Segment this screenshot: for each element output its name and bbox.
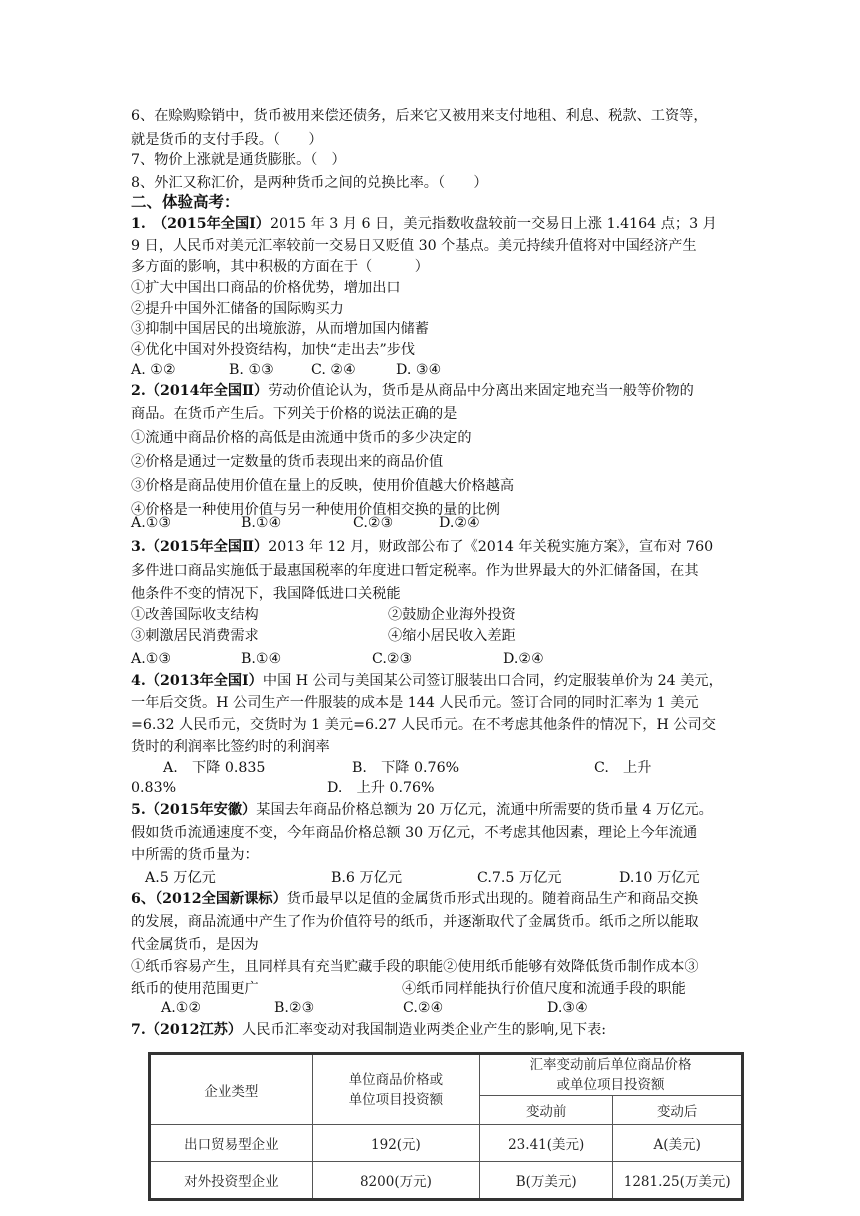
q6-source: 6、（2012全国新课标） — [131, 891, 287, 907]
judgment-6-line1: 6、在赊购赊销中，货币被用来偿还债务，后来它又被用来支付地租、利息、税款、工资等， — [131, 108, 708, 124]
q1-item-1: ①扩大中国出口商品的价格优势，增加出口 — [131, 280, 401, 296]
q5-option-c: C.7.5 万亿元 — [477, 870, 562, 886]
header-unit-price-line2: 单位项目投资额 — [348, 1091, 444, 1108]
header-after: 变动后 — [613, 1096, 743, 1125]
header-enterprise-type: 企业类型 — [150, 1054, 313, 1125]
q1-stem-1: 2015 年 3 月 6 日，美元指数收盘较前一交易日上涨 1.4164 点；3 月 — [269, 216, 717, 232]
row1-price: 192(元) — [312, 1125, 479, 1162]
header-unit-price-line1: 单位商品价格或 — [348, 1071, 444, 1088]
q2-option-b: B.①④ — [241, 515, 282, 531]
q1-option-b: B. ①③ — [229, 362, 274, 378]
header-unit-price — [312, 1054, 479, 1125]
q4-option-c: C. 上升 — [594, 760, 652, 776]
q4-option-a: A. 下降 0.835 — [163, 760, 266, 776]
q2-option-d: D.②④ — [439, 515, 480, 531]
q2-item-1: ①流通中商品价格的高低是由流通中货币的多少决定的 — [131, 430, 472, 446]
q7-source: 7.（2012江苏） — [131, 1022, 243, 1038]
q2-item-2: ②价格是通过一定数量的货币表现出来的商品价值 — [131, 454, 444, 470]
q3-source: 3.（2015年全国Ⅱ） — [131, 539, 269, 555]
q3-item-3: ③刺激居民消费需求 — [131, 628, 259, 644]
judgment-8: 8、外汇又称汇价，是两种货币之间的兑换比率。（ ） — [131, 175, 488, 191]
q1-option-c: C. ②④ — [311, 362, 356, 378]
row2-type: 对外投资型企业 — [150, 1162, 313, 1200]
q3-item-1: ①改善国际收支结构 — [131, 607, 259, 623]
judgment-6-line2: 就是货币的支付手段。（ ） — [131, 132, 323, 148]
q3-option-d: D.②④ — [503, 651, 544, 667]
row2-price: 8200(万元) — [312, 1162, 479, 1200]
q7-line1 — [131, 1020, 606, 1040]
q2-stem-2: 商品。在货币产生后。下列关于价格的说法正确的是 — [131, 406, 458, 422]
q1-item-3: ③抑制中国居民的出境旅游，从而增加国内储蓄 — [131, 321, 429, 337]
row2-before: B(万美元) — [479, 1162, 612, 1200]
exchange-rate-table — [148, 1052, 744, 1201]
q6-item-4: ④纸币同样能执行价值尺度和流通手段的职能 — [402, 981, 686, 997]
q1-item-4: ④优化中国对外投资结构，加快“走出去”步伐 — [131, 342, 416, 358]
q2-stem-1: 劳动价值论认为，货币是从商品中分离出来固定地充当一般等价物的 — [268, 383, 694, 399]
q5-stem-1: 某国去年商品价格总额为 20 万亿元，流通中所需要的货币量 4 万亿元。 — [256, 802, 713, 818]
q5-option-d: D.10 万亿元 — [619, 870, 700, 886]
q4-stem-1: 中国 H 公司与美国某公司签订服装出口合同，约定服装单价为 24 美元， — [262, 673, 723, 689]
q5-option-b: B.6 万亿元 — [331, 870, 403, 886]
table-row — [150, 1162, 743, 1200]
q4-option-c-value: 0.83% — [131, 780, 177, 796]
q4-line1 — [131, 671, 723, 691]
q4-source: 4.（2013年全国Ⅰ） — [131, 673, 263, 689]
q1-option-a: A. ①② — [131, 362, 176, 378]
table-row — [150, 1125, 743, 1162]
q1-line1 — [131, 214, 717, 234]
q2-item-4: ④价格是一种使用价值与另一种使用价值相交换的量的比例 — [131, 502, 500, 518]
q6-stem-1: 货币最早以足值的金属货币形式出现的。随着商品生产和商品交换 — [286, 891, 699, 907]
q1-stem-3: 多方面的影响，其中积极的方面在于（ ） — [131, 259, 429, 275]
q4-option-b: B. 下降 0.76% — [352, 760, 460, 776]
q6-line1 — [131, 889, 698, 909]
q4-stem-3: =6.32 人民币元，交货时为 1 美元=6.27 人民币元。在不考虑其他条件的情况下，H 公司交 — [131, 717, 716, 733]
q1-stem-2: 9 日，人民币对美元汇率较前一交易日又贬值 30 个基点。美元持续升值将对中国经济产生 — [131, 238, 697, 254]
q2-option-c: C.②③ — [353, 515, 394, 531]
q2-line1 — [131, 381, 694, 401]
q3-option-b: B.①④ — [241, 651, 282, 667]
q5-source: 5.（2015年安徽） — [131, 802, 257, 818]
section-title: 二、体验高考： — [131, 192, 240, 211]
q6-option-b: B.②③ — [274, 1000, 315, 1016]
q5-line1 — [131, 800, 713, 820]
q6-item-line1: ①纸币容易产生，且同样具有充当贮藏手段的职能②使用纸币能够有效降低货币制作成本③ — [131, 959, 699, 975]
row2-after: 1281.25(万美元) — [613, 1162, 743, 1200]
q3-stem-2: 多件进口商品实施低于最惠国税率的年度进口暂定税率。作为世界最大的外汇储备国，在其 — [131, 563, 699, 579]
q3-item-2: ②鼓励企业海外投资 — [388, 607, 516, 623]
table-header-row — [150, 1054, 743, 1096]
q4-option-d: D. 上升 0.76% — [327, 780, 435, 796]
q6-stem-3: 代金属货币，是因为 — [131, 937, 259, 953]
q3-option-a: A.①③ — [131, 651, 172, 667]
q7-stem: 人民币汇率变动对我国制造业两类企业产生的影响,见下表: — [242, 1022, 607, 1038]
q5-option-a: A.5 万亿元 — [145, 870, 216, 886]
q6-stem-2: 的发展，商品流通中产生了作为价值符号的纸币，并逐渐取代了金属货币。纸币之所以能取 — [131, 914, 699, 930]
q6-option-d: D.③④ — [547, 1000, 588, 1016]
row1-after: A(美元) — [613, 1125, 743, 1162]
q3-item-4: ④缩小居民收入差距 — [388, 628, 516, 644]
q6-option-a: A.①② — [161, 1000, 202, 1016]
q3-stem-3: 他条件不变的情况下，我国降低进口关税能 — [131, 586, 401, 602]
q3-line1 — [131, 537, 713, 557]
header-exchange-change-line1: 汇率变动前后单位商品价格 — [529, 1057, 692, 1073]
header-exchange-change-line2: 或单位项目投资额 — [556, 1077, 665, 1093]
q6-option-c: C.②④ — [403, 1000, 444, 1016]
q5-stem-3: 中所需的货币量为： — [131, 847, 259, 863]
q3-stem-1: 2013 年 12 月，财政部公布了《2014 年关税实施方案》，宣布对 760 — [268, 539, 714, 555]
q1-source: 1. （2015年全国Ⅰ） — [131, 216, 270, 232]
q2-source: 2.（2014年全国Ⅱ） — [131, 383, 269, 399]
q4-stem-4: 货时的利润率比签约时的利润率 — [131, 739, 330, 755]
q1-option-d: D. ③④ — [396, 362, 442, 378]
header-before: 变动前 — [479, 1096, 612, 1125]
q1-item-2: ②提升中国外汇储备的国际购买力 — [131, 301, 344, 317]
row1-before: 23.41(美元) — [479, 1125, 612, 1162]
q3-option-c: C.②③ — [372, 651, 413, 667]
q6-item-3-cont: 纸币的使用范围更广 — [131, 981, 259, 997]
q5-stem-2: 假如货币流通速度不变，今年商品价格总额 30 万亿元，不考虑其他因素，理论上今年流通 — [131, 825, 698, 841]
judgment-7: 7、物价上涨就是通货膨胀。（ ） — [131, 152, 346, 168]
q2-option-a: A.①③ — [131, 515, 172, 531]
q2-item-3: ③价格是商品使用价值在量上的反映，使用价值越大价格越高 — [131, 478, 515, 494]
q4-stem-2: 一年后交货。H 公司生产一件服装的成本是 144 人民币元。签订合同的同时汇率为 1 美元 — [131, 695, 699, 711]
header-exchange-change — [479, 1054, 742, 1096]
row1-type: 出口贸易型企业 — [150, 1125, 313, 1162]
